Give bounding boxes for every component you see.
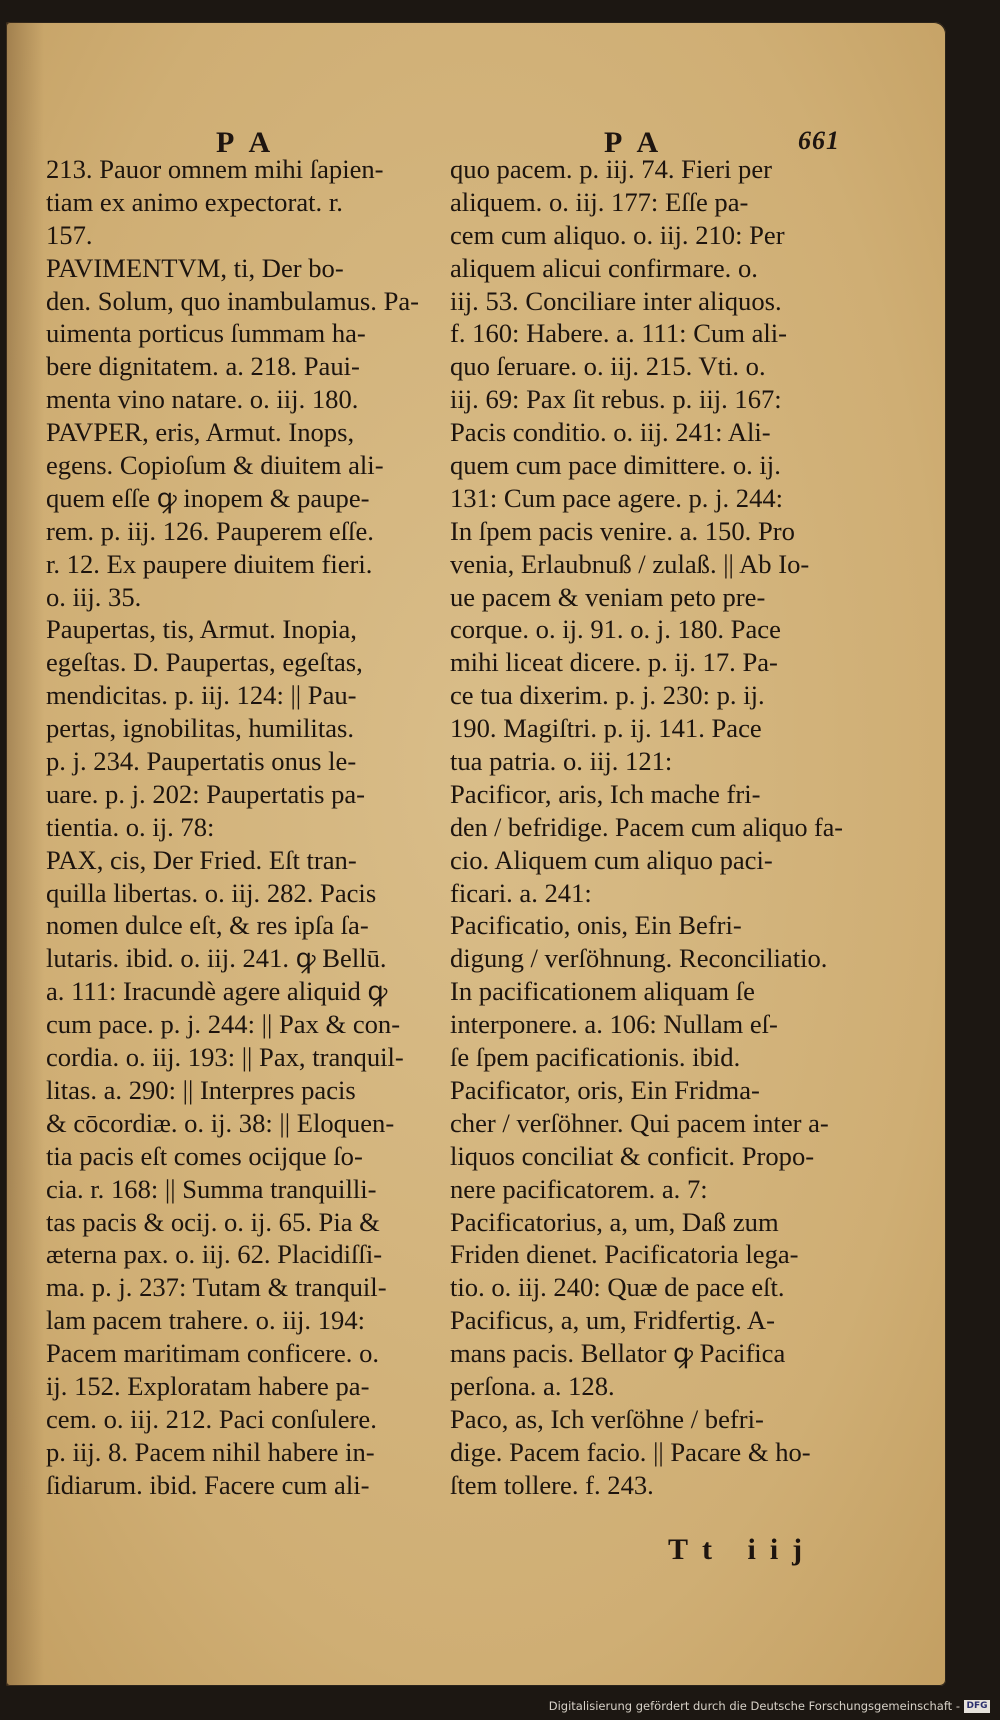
text-line: nomen dulce eſt, & res ipſa ſa- <box>46 910 369 941</box>
text-line: ue pacem & veniam peto pre- <box>450 581 766 612</box>
page-number: 661 <box>798 126 840 155</box>
text-line: tia pacis eſt comes ocijque ſo- <box>46 1140 363 1171</box>
text-line: lutaris. ibid. o. iij. 241. ꝙ Bellū. <box>46 943 387 974</box>
text-line: a. 111: Iracundè agere aliquid ꝙ <box>46 976 388 1007</box>
text-line: r. 12. Ex paupere diuitem fieri. <box>46 548 373 579</box>
text-line: ij. 152. Exploratam habere pa- <box>46 1370 370 1401</box>
text-line: corque. o. ij. 91. o. j. 180. Pace <box>450 614 781 645</box>
text-line: venia, Erlaubnuß / zulaß. || Ab Io- <box>450 548 810 579</box>
text-line: cem cum aliquo. o. iij. 210: Per <box>450 219 785 250</box>
right-column <box>450 153 843 1502</box>
text-line: 131: Cum pace agere. p. j. 244: <box>450 482 784 513</box>
text-line: aliquem. o. iij. 177: Eſſe pa- <box>450 186 749 217</box>
text-line: egeſtas. D. Paupertas, egeſtas, <box>46 647 363 678</box>
text-line: cher / verſöhner. Qui pacem inter a- <box>450 1107 829 1138</box>
text-line: quilla libertas. o. iij. 282. Pacis <box>46 877 377 908</box>
text-line: Pacificatio, onis, Ein Befri- <box>450 910 742 941</box>
text-line: cum pace. p. j. 244: || Pax & con- <box>46 1009 401 1040</box>
text-line: tua patria. o. iij. 121: <box>450 746 673 777</box>
text-line: 213. Pauor omnem mihi ſapien- <box>46 154 384 184</box>
text-line: p. iij. 8. Pacem nihil habere in- <box>46 1436 375 1467</box>
text-line: Pacificator, oris, Ein Fridma- <box>450 1074 760 1105</box>
text-line: uare. p. j. 202: Paupertatis pa- <box>46 778 366 809</box>
text-line: tiam ex animo expectorat. r. <box>46 186 343 217</box>
text-line: ficari. a. 241: <box>450 877 592 908</box>
left-column <box>46 153 439 1502</box>
text-line: digung / verſöhnung. Reconciliatio. <box>450 943 828 974</box>
text-line: ce tua dixerim. p. j. 230: p. ij. <box>450 680 765 711</box>
text-line: cia. r. 168: || Summa tranquilli- <box>46 1173 377 1204</box>
text-line: ſtem tollere. f. 243. <box>450 1469 654 1500</box>
text-line: Pacem maritimam conficere. o. <box>46 1338 380 1369</box>
text-line: cio. Aliquem cum aliquo paci- <box>450 844 773 875</box>
text-line: nere pacificatorem. a. 7: <box>450 1173 708 1204</box>
text-line: mendicitas. p. iij. 124: || Pau- <box>46 680 357 711</box>
text-line: uimenta porticus ſummam ha- <box>46 318 366 349</box>
text-line: den / befridige. Pacem cum aliquo fa- <box>450 811 843 842</box>
text-line: Pacificatorius, a, um, Daß zum <box>450 1206 779 1237</box>
text-line: rem. p. iij. 126. Pauperem eſſe. <box>46 515 374 546</box>
text-line: ma. p. j. 237: Tutam & tranquil- <box>46 1272 387 1303</box>
text-line: 157. <box>46 219 93 250</box>
text-line: ſidiarum. ibid. Facere cum ali- <box>46 1469 370 1500</box>
dfg-logo-icon: DFG <box>964 1700 990 1713</box>
text-line: Paco, as, Ich verſöhne / befri- <box>450 1403 764 1434</box>
text-line: menta vino natare. o. iij. 180. <box>46 384 359 415</box>
text-line: egens. Copioſum & diuitem ali- <box>46 450 384 481</box>
text-line: litas. a. 290: || Interpres pacis <box>46 1074 356 1105</box>
text-line: Pacificor, aris, Ich mache fri- <box>450 778 761 809</box>
text-line: tio. o. iij. 240: Quæ de pace eſt. <box>450 1272 785 1303</box>
running-head-left: P A <box>216 126 276 159</box>
text-line: quem eſſe ꝙ inopem & paupe- <box>46 482 370 513</box>
digitization-footer <box>549 1697 990 1715</box>
text-line: tas pacis & ocij. o. ij. 65. Pia & <box>46 1206 380 1237</box>
text-line: f. 160: Habere. a. 111: Cum ali- <box>450 318 788 349</box>
text-line: PAVPER, eris, Armut. Inops, <box>46 417 355 448</box>
text-line: PAVIMENTVM, ti, Der bo- <box>46 252 344 283</box>
catchword: Tt iij <box>668 1533 817 1566</box>
text-line: iij. 53. Conciliare inter aliquos. <box>450 285 782 316</box>
text-line: den. Solum, quo inambulamus. Pa- <box>46 285 420 316</box>
running-head-right: P A <box>604 126 664 159</box>
text-line: Friden dienet. Pacificatoria lega- <box>450 1239 799 1270</box>
text-line: iij. 69: Pax ſit rebus. p. iij. 167: <box>450 384 782 415</box>
text-line: ſe ſpem pacificationis. ibid. <box>450 1042 741 1073</box>
book-page <box>6 22 946 1686</box>
text-line: liquos conciliat & conficit. Propo- <box>450 1140 815 1171</box>
text-line: lam pacem trahere. o. iij. 194: <box>46 1305 366 1336</box>
text-line: quo ſeruare. o. iij. 215. Vti. o. <box>450 351 766 382</box>
text-line: & cōcordiæ. o. ij. 38: || Eloquen- <box>46 1107 395 1138</box>
text-line: Paupertas, tis, Armut. Inopia, <box>46 614 357 645</box>
text-line: perſona. a. 128. <box>450 1370 615 1401</box>
text-line: bere dignitatem. a. 218. Paui- <box>46 351 360 382</box>
text-line: quo pacem. p. iij. 74. Fieri per <box>450 154 773 184</box>
text-line: mans pacis. Bellator ꝙ Pacifica <box>450 1338 786 1369</box>
text-line: o. iij. 35. <box>46 581 142 612</box>
text-line: 190. Magiſtri. p. ij. 141. Pace <box>450 713 762 744</box>
footer-credit: Digitalisierung gefördert durch die Deutsche Forschungsgemeinschaft - <box>548 1699 960 1713</box>
text-line: In pacificationem aliquam ſe <box>450 976 755 1007</box>
text-line: PAX, cis, Der Fried. Eſt tran- <box>46 844 357 875</box>
text-line: mihi liceat dicere. p. ij. 17. Pa- <box>450 647 778 678</box>
text-line: interponere. a. 106: Nullam eſ- <box>450 1009 778 1040</box>
text-line: quem cum pace dimittere. o. ij. <box>450 450 781 481</box>
text-line: cordia. o. iij. 193: || Pax, tranquil- <box>46 1042 404 1073</box>
text-line: p. j. 234. Paupertatis onus le- <box>46 746 357 777</box>
text-line: aliquem alicui confirmare. o. <box>450 252 758 283</box>
text-line: æterna pax. o. iij. 62. Placidiſſi- <box>46 1239 383 1270</box>
text-line: Pacis conditio. o. iij. 241: Ali- <box>450 417 771 448</box>
text-line: In ſpem pacis venire. a. 150. Pro <box>450 515 795 546</box>
text-line: cem. o. iij. 212. Paci conſulere. <box>46 1403 377 1434</box>
text-line: Pacificus, a, um, Fridfertig. A- <box>450 1305 775 1336</box>
text-line: dige. Pacem facio. || Pacare & ho- <box>450 1436 811 1467</box>
text-line: tientia. o. ij. 78: <box>46 811 215 842</box>
text-line: pertas, ignobilitas, humilitas. <box>46 713 355 744</box>
